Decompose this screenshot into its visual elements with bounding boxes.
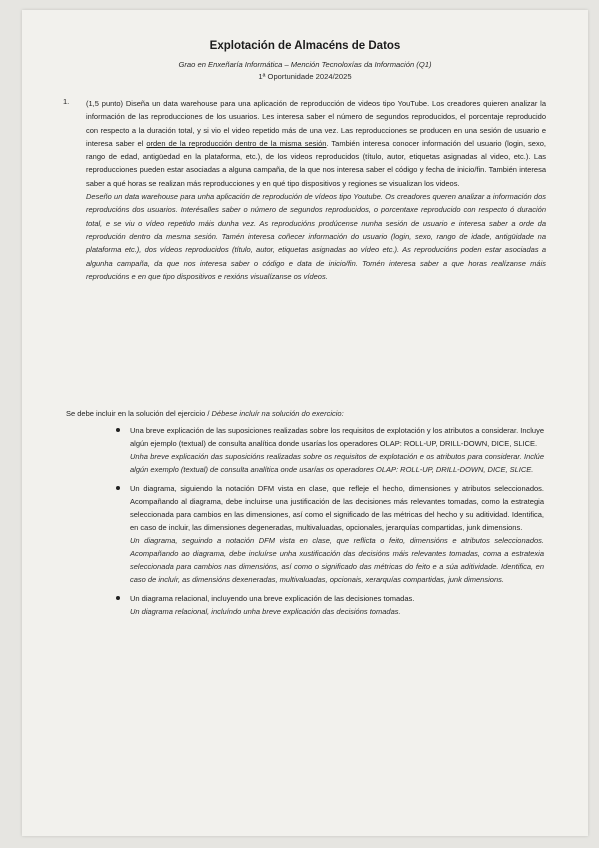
requirement-gl: Unha breve explicación das suposicións realizadas sobre os requisitos de explotación e os atributos para considerar. Inclúe algún exemplo (textual) de consulta analítica onde usarías os operadores OLAP: ROLL-UP, DRILL-DOWN, DICE, SLICE.	[130, 452, 544, 474]
list-item	[130, 482, 544, 586]
solution-lead	[66, 407, 556, 420]
bullet-icon	[116, 486, 120, 490]
solution-lead-gl: Débese incluír na solución do exercicio:	[211, 409, 344, 418]
question-text-es-part: . También interesa conocer información del usuario (login, sexo, rango de edad, antigüedad en la plataforma, etc.), de los videos reproducidos (título, autor, etiquetas asignadas al video, etc.). Las reproducciones pueden estar asociadas a alguna campaña, de la que nos interesa saber el código y fecha de inicio/fin. También interesa saber a qué horas se realizan más reproducciones y en qué tipo dispositivos y regiones se visualizan los videos.	[86, 138, 546, 188]
question-1	[63, 97, 546, 283]
requirement-es: Un diagrama, siguiendo la notación DFM vista en clase, que refleje el hecho, dimensiones y atributos seleccionados. Acompañando al diagrama, debe incluirse una justificación de las decisiones más relevantes tomadas, como la estrategia seleccionada para cambios en las dimensiones, así como el significado de las métricas del hecho y su aditividad. Identifica, en caso de incluir, las dimensiones degeneradas, multivaluadas, opcionales, jerarquías compartidas, junk dimensions.	[130, 484, 544, 532]
list-item	[130, 592, 544, 618]
solution-lead-es: Se debe incluir en la solución del ejercicio /	[66, 409, 212, 418]
question-text-es-part: (1,5 punto) Diseña un data warehouse para una aplicación de reproducción de videos tipo YouTube. Los creadores quieren analizar la información de las reproducciones de los usuarios. Les interesa saber el número de segundos reproducidos, el porcentaje reproducido con respecto a la duración total, y si vio el video repetido más de una vez. Las reproducciones se producen en una sesión de usuario e interesa saber el	[86, 99, 546, 148]
question-text-gl: Deseño un data warehouse para unha aplicación de reprodución de vídeos tipo Youtube. Os creadores queren analizar a información dos reproducións dos usuarios. Interésalles saber o número de segundos reproducidos, o porcentaxe reproducido con respecto ó duración total, e se viu o vídeo repetido máis dunha vez. As reproducións prodúcense nunha sesión de usuario e interesa saber a orde da reprodución dentro da mesma sesión. Tamén interesa coñecer información do usuario (login, sexo, rango de idade, antigüidade na plataforma etc.), dos vídeos reproducidos (título, autor, etiquetas asignadas ao vídeo etc.). As reproducións poden estar asociadas a algunha campaña, da que nos interesa saber o código e data de inicio/fin. Tomén interesa saber a que horas realízanse máis reproducións e en que tipo dispositivos e rexións visualízanse os vídeos.	[86, 192, 546, 281]
requirement-es: Una breve explicación de las suposiciones realizadas sobre los requisitos de explotación y los atributos a considerar. Incluye algún ejemplo (textual) de consulta analítica donde usarías los operadores OLAP: ROLL-UP, DRILL-DOWN, DICE, SLICE.	[130, 426, 544, 448]
page-title: Explotación de Almacéns de Datos	[209, 40, 401, 52]
exam-page	[22, 10, 588, 836]
underlined-phrase: orden de la reproducción dentro de la misma sesión	[146, 138, 327, 148]
question-number: 1.	[63, 97, 70, 106]
requirement-gl: Un diagrama, seguindo a notación DFM vista en clase, que reflicta o feito, dimensións e atributos seleccionados. Acompañando ao diagrama, debe incluírse unha xustificación das decisións máis relevantes tomadas, coma a estratexia seleccionada para cambios nas dimensións, así como o significado das métricas do feito e a súa aditividade. Identifica, en caso de incluír, as dimensións dexeneradas, multivaluadas, opcionais, xerarquías compartidas, junk dimensions.	[130, 536, 544, 584]
requirement-gl: Un diagrama relacional, incluíndo unha breve explicación das decisións tomadas.	[130, 607, 401, 616]
question-text-es	[86, 97, 546, 190]
course-subtitle: Grao en Enxeñaría Informática – Mención Tecnoloxías da Información (Q1)	[178, 60, 432, 69]
solution-requirements	[130, 424, 544, 624]
exam-edition: 1ª Oportunidade 2024/2025	[258, 72, 352, 81]
list-item	[130, 424, 544, 476]
requirement-es: Un diagrama relacional, incluyendo una breve explicación de las decisiones tomadas.	[130, 594, 415, 603]
bullet-icon	[116, 596, 120, 600]
bullet-icon	[116, 428, 120, 432]
